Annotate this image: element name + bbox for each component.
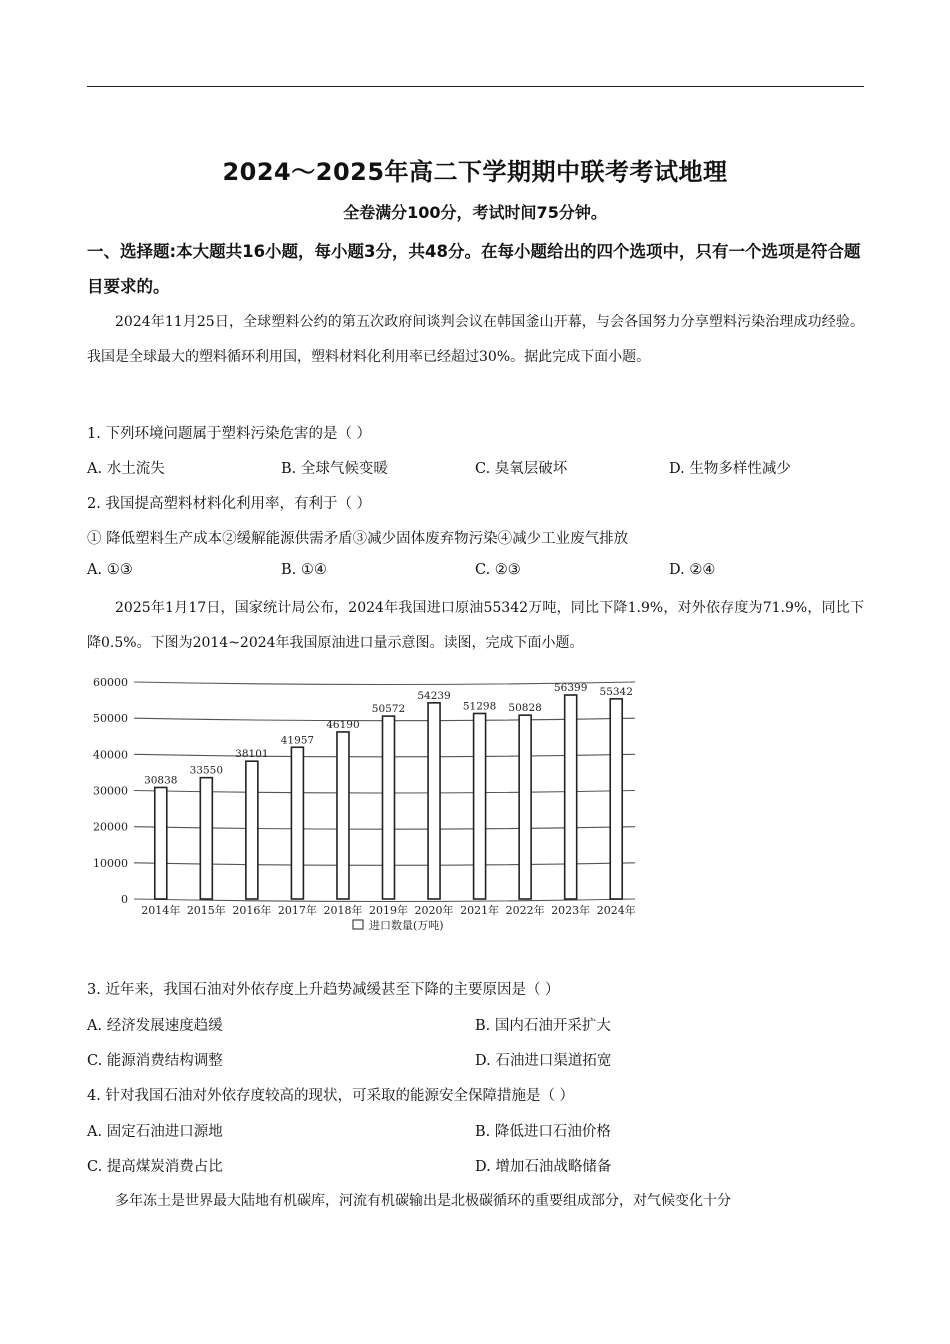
question-3-option-c: C. 能源消费结构调整 bbox=[87, 1053, 223, 1069]
question-4-option-a: A. 固定石油进口源地 bbox=[87, 1124, 223, 1140]
header-rule bbox=[87, 86, 864, 87]
bar bbox=[610, 699, 622, 899]
oil-import-chart bbox=[87, 670, 647, 945]
question-2-stem: 2. 我国提高塑料材料化利用率，有利于（ ） bbox=[87, 496, 372, 512]
bar-value-label: 51298 bbox=[462, 700, 497, 713]
question-3-stem: 3. 近年来，我国石油对外依存度上升趋势减缓甚至下降的主要原因是（ ） bbox=[87, 982, 560, 998]
bar-value-label: 30838 bbox=[144, 774, 178, 787]
question-4-option-c: C. 提高煤炭消费占比 bbox=[87, 1159, 223, 1175]
x-tick-label: 2019年 bbox=[369, 904, 408, 917]
passage-oil: 2025年1月17日，国家统计局公布，2024年我国进口原油55342万吨，同比下降1.9%，对外依存度为71.9%，同比下降0.5%。下图为2014~2024年我国原油进口量示意图。读图，完成下面小题。 bbox=[87, 600, 864, 651]
x-tick-label: 2023年 bbox=[551, 904, 591, 917]
bar-value-label: 41957 bbox=[280, 734, 315, 747]
passage-permafrost: 多年冻土是世界最大陆地有机碳库，河流有机碳输出是北极碳循环的重要组成部分，对气候变化十分 bbox=[115, 1193, 731, 1209]
bar-value-label: 55342 bbox=[599, 685, 633, 698]
bar-value-label: 56399 bbox=[553, 682, 588, 695]
question-2-option-b: B. ①④ bbox=[281, 562, 327, 578]
y-tick-label: 40000 bbox=[93, 748, 128, 762]
bar-value-label: 54239 bbox=[417, 689, 451, 702]
question-2-option-a: A. ①③ bbox=[87, 562, 133, 578]
bar bbox=[200, 778, 212, 899]
x-tick-label: 2020年 bbox=[414, 904, 454, 917]
x-tick-label: 2018年 bbox=[323, 904, 363, 917]
page-title: 2024～2025年高二下学期期中联考考试地理 bbox=[222, 158, 728, 186]
y-tick-label: 20000 bbox=[93, 820, 128, 834]
question-3-option-a: A. 经济发展速度趋缓 bbox=[87, 1018, 223, 1034]
passage-plastic: 2024年11月25日，全球塑料公约的第五次政府间谈判会议在韩国釜山开幕，与会各国努力分享塑料污染治理成功经验。我国是全球最大的塑料循环利用国，塑料材料化利用率已经超过30%。据此完成下面小题。 bbox=[87, 314, 864, 365]
question-2-statements: ① 降低塑料生产成本②缓解能源供需矛盾③减少固体废弃物污染④减少工业废气排放 bbox=[87, 531, 629, 547]
bar bbox=[565, 695, 577, 899]
bar bbox=[337, 732, 349, 899]
y-tick-label: 50000 bbox=[93, 712, 128, 726]
question-2-option-c: C. ②③ bbox=[475, 562, 521, 578]
x-tick-label: 2024年 bbox=[596, 904, 636, 917]
bar bbox=[155, 787, 167, 899]
x-tick-label: 2014年 bbox=[141, 904, 181, 917]
y-tick-label: 60000 bbox=[93, 676, 128, 689]
bar-value-label: 33550 bbox=[189, 764, 224, 777]
bar-value-label: 50828 bbox=[508, 702, 542, 715]
question-3-option-d: D. 石油进口渠道拓宽 bbox=[475, 1053, 612, 1069]
question-4-option-b: B. 降低进口石油价格 bbox=[475, 1124, 611, 1140]
y-tick-label: 30000 bbox=[93, 784, 128, 798]
question-1-option-d: D. 生物多样性减少 bbox=[669, 461, 791, 477]
y-tick-label: 10000 bbox=[93, 856, 128, 870]
x-tick-label: 2021年 bbox=[460, 904, 500, 917]
x-tick-label: 2022年 bbox=[505, 904, 545, 917]
bar bbox=[246, 761, 258, 899]
question-1-stem: 1. 下列环境问题属于塑料污染危害的是（ ） bbox=[87, 426, 372, 442]
exam-info: 全卷满分100分，考试时间75分钟。 bbox=[343, 203, 607, 222]
bar-value-label: 50572 bbox=[371, 703, 406, 716]
bar bbox=[474, 713, 486, 899]
question-1-option-a: A. 水土流失 bbox=[87, 461, 165, 477]
legend-label: 进口数量(万吨) bbox=[369, 919, 444, 932]
question-1-option-b: B. 全球气候变暖 bbox=[281, 461, 388, 477]
question-4-option-d: D. 增加石油战略储备 bbox=[475, 1159, 612, 1175]
bar-value-label: 46190 bbox=[326, 718, 360, 731]
question-3-option-b: B. 国内石油开采扩大 bbox=[475, 1018, 611, 1034]
question-1-option-c: C. 臭氧层破坏 bbox=[475, 461, 568, 477]
bar bbox=[291, 747, 303, 899]
question-4-stem: 4. 针对我国石油对外依存度较高的现状，可采取的能源安全保障措施是（ ） bbox=[87, 1088, 575, 1104]
bar bbox=[428, 703, 440, 899]
x-tick-label: 2017年 bbox=[277, 904, 317, 917]
question-2-option-d: D. ②④ bbox=[669, 562, 716, 578]
bar bbox=[383, 716, 395, 899]
legend-swatch bbox=[353, 920, 363, 929]
bar-value-label: 38101 bbox=[235, 748, 269, 761]
x-tick-label: 2016年 bbox=[232, 904, 272, 917]
bar bbox=[519, 715, 531, 899]
x-tick-label: 2015年 bbox=[186, 904, 226, 917]
y-tick-label: 0 bbox=[121, 893, 128, 906]
section-heading: 一、选择题:本大题共16小题，每小题3分，共48分。在每小题给出的四个选项中，只有一个选项是符合题目要求的。 bbox=[87, 242, 861, 296]
